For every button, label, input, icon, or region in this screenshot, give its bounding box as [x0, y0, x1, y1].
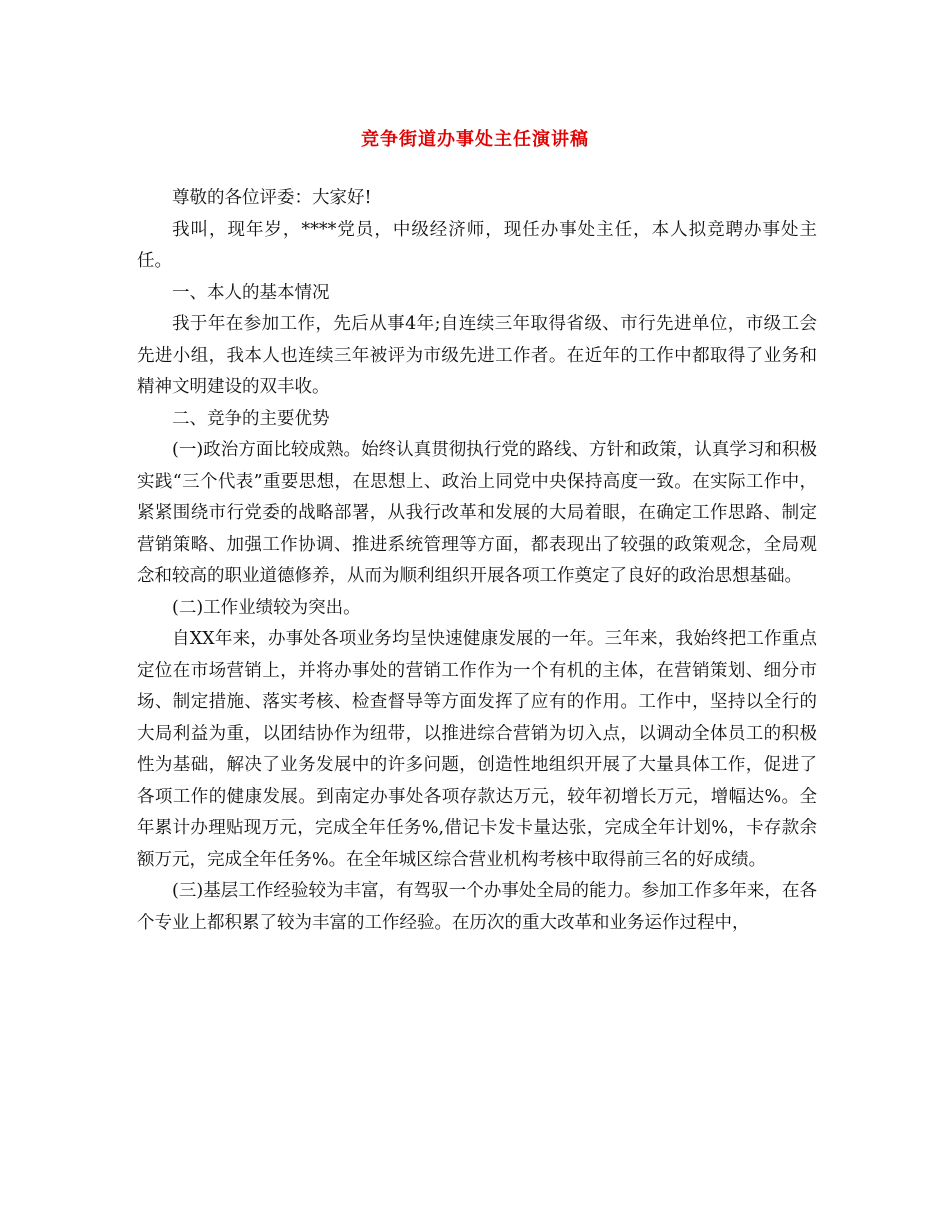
section-heading-advantages: 二、竞争的主要优势 [172, 408, 330, 429]
paragraph-political-maturity: (一)政治方面比较成熟。始终认真贯彻执行党的路线、方针和政策，认真学习和积极实践“三个代表”重要思想，在思想上、政治上同党中央保持高度一致。在实际工作中，紧紧围绕市行党委的战略部署，从我行改革和发展的大局着眼，在确定工作思路、制定营销策略、加强工作协调、推进系统管理等方面，都表现出了较强的政策观念，全局观念和较高的职业道德修养，从而为顺利组织开展各项工作奠定了良好的政治思想基础。 [137, 440, 817, 586]
paragraph-performance: 自XX年来，办事处各项业务均呈快速健康发展的一年。三年来，我始终把工作重点定位在市场营销上，并将办事处的营销工作作为一个有机的主体，在营销策划、细分市场、制定措施、落实考核、检查督导等方面发挥了应有的作用。工作中，坚持以全行的大局利益为重，以团结协作为纽带，以推进综合营销为切入点，以调动全体员工的积极性为基础，解决了业务发展中的许多问题，创造性地组织开展了大量具体工作，促进了各项工作的健康发展。到南定办事处各项存款达万元，较年初增长万元，增幅达%。全年累计办理贴现万元，完成全年任务%,借记卡发卡量达张，完成全年计划%，卡存款余额万元，完成全年任务%。在全年城区综合营业机构考核中取得前三名的好成绩。 [137, 629, 817, 870]
section-heading-basic-info: 一、本人的基本情况 [172, 282, 330, 303]
paragraph-introduction: 我叫，现年岁，****党员，中级经济师，现任办事处主任，本人拟竞聘办事处主任。 [137, 219, 817, 271]
paragraph-performance-heading: (二)工作业绩较为突出。 [172, 597, 361, 618]
document-body [137, 183, 817, 939]
document-title: 竞争街道办事处主任演讲稿 [361, 129, 589, 150]
paragraph-experience: (三)基层工作经验较为丰富，有驾驭一个办事处全局的能力。参加工作多年来，在各个专业上都积累了较为丰富的工作经验。在历次的重大改革和业务运作过程中， [137, 881, 817, 933]
paragraph-greeting: 尊敬的各位评委：大家好! [172, 188, 372, 208]
paragraph-basic-info: 我于年在参加工作，先后从事4年;自连续三年取得省级、市行先进单位，市级工会先进小组，我本人也连续三年被评为市级先进工作者。在近年的工作中都取得了业务和精神文明建设的双丰收。 [137, 314, 817, 397]
